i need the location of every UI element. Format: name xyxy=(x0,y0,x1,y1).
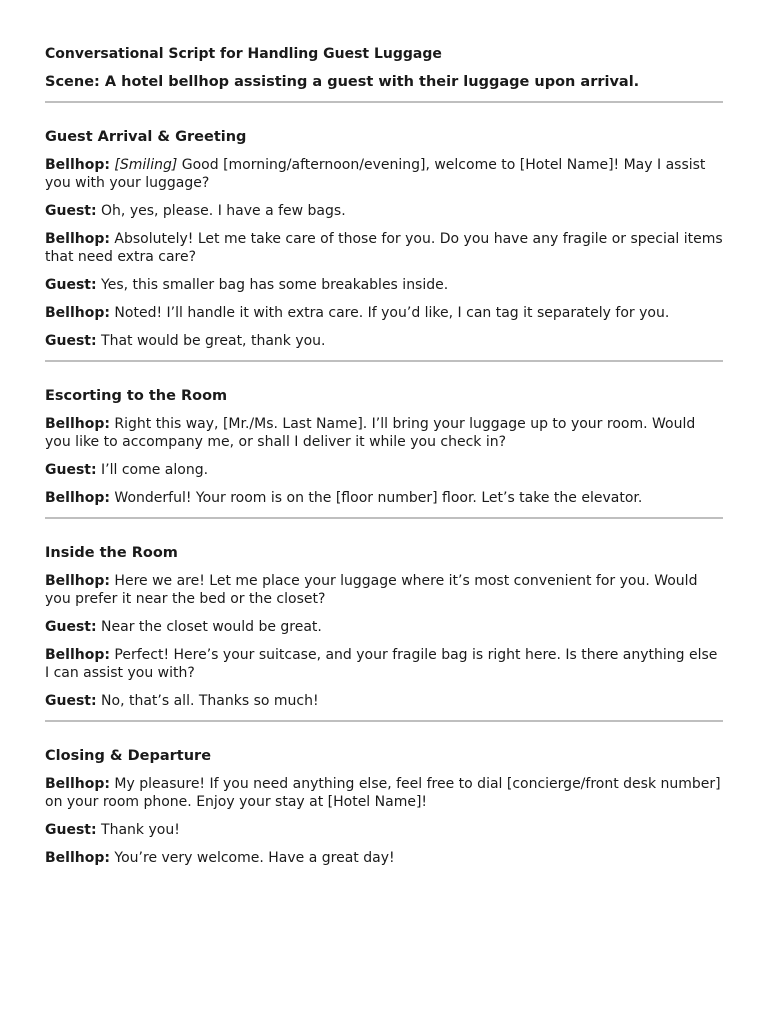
dialogue-line xyxy=(45,849,723,867)
dialogue-text: Noted! I’ll handle it with extra care. If you’d like, I can tag it separately for you. xyxy=(114,305,670,321)
dialogue-line xyxy=(45,618,723,636)
dialogue-text: Right this way, [Mr./Ms. Last Name]. I’ll bring your luggage up to your room. Would you like to accompany me, or shall I deliver it while you check in? xyxy=(45,416,696,450)
dialogue-line xyxy=(45,230,723,266)
divider xyxy=(45,101,723,103)
section-title: Closing & Departure xyxy=(45,748,212,764)
section-title: Inside the Room xyxy=(45,545,178,561)
speaker-label: Guest: xyxy=(45,333,97,349)
dialogue-text: That would be great, thank you. xyxy=(101,333,326,349)
scene-description: Scene: A hotel bellhop assisting a guest with their luggage upon arrival. xyxy=(45,74,640,90)
speaker-label: Bellhop: xyxy=(45,573,110,589)
divider xyxy=(45,517,723,519)
dialogue-line xyxy=(45,646,723,682)
document-title: Conversational Script for Handling Guest Luggage xyxy=(45,46,442,62)
dialogue-text: Thank you! xyxy=(101,822,180,838)
speaker-label: Bellhop: xyxy=(45,647,110,663)
speaker-label: Bellhop: xyxy=(45,231,110,247)
dialogue-line xyxy=(45,572,723,608)
speaker-label: Guest: xyxy=(45,462,97,478)
script-section xyxy=(45,747,723,867)
speaker-label: Guest: xyxy=(45,693,97,709)
section-title: Guest Arrival & Greeting xyxy=(45,129,247,145)
dialogue-line xyxy=(45,461,723,479)
script-section xyxy=(45,387,723,507)
stage-direction: [Smiling] xyxy=(114,157,178,173)
dialogue-text: You’re very welcome. Have a great day! xyxy=(114,850,395,866)
speaker-label: Guest: xyxy=(45,822,97,838)
dialogue-line xyxy=(45,276,723,294)
dialogue-text: Wonderful! Your room is on the [floor number] floor. Let’s take the elevator. xyxy=(114,490,643,506)
speaker-label: Guest: xyxy=(45,203,97,219)
dialogue-line xyxy=(45,332,723,350)
speaker-label: Bellhop: xyxy=(45,776,110,792)
dialogue-line xyxy=(45,489,723,507)
dialogue-text: Here we are! Let me place your luggage where it’s most convenient for you. Would you prefer it near the bed or the closet? xyxy=(45,573,698,607)
dialogue-text: Yes, this smaller bag has some breakables inside. xyxy=(101,277,449,293)
speaker-label: Bellhop: xyxy=(45,305,110,321)
dialogue-line xyxy=(45,692,723,710)
dialogue-line xyxy=(45,202,723,220)
script-section xyxy=(45,128,723,350)
script-sections xyxy=(45,128,723,867)
dialogue-line xyxy=(45,156,723,192)
dialogue-text: Oh, yes, please. I have a few bags. xyxy=(101,203,346,219)
speaker-label: Guest: xyxy=(45,277,97,293)
speaker-label: Bellhop: xyxy=(45,850,110,866)
divider xyxy=(45,720,723,722)
dialogue-line xyxy=(45,775,723,811)
dialogue-line xyxy=(45,415,723,451)
dialogue-text: Absolutely! Let me take care of those for you. Do you have any fragile or special items that need extra care? xyxy=(45,231,723,265)
section-title: Escorting to the Room xyxy=(45,388,228,404)
speaker-label: Bellhop: xyxy=(45,157,110,173)
script-section xyxy=(45,544,723,710)
speaker-label: Bellhop: xyxy=(45,490,110,506)
dialogue-line xyxy=(45,304,723,322)
divider xyxy=(45,360,723,362)
speaker-label: Guest: xyxy=(45,619,97,635)
dialogue-text: No, that’s all. Thanks so much! xyxy=(101,693,319,709)
dialogue-text: Good [morning/afternoon/evening], welcome to [Hotel Name]! May I assist you with your luggage? xyxy=(45,157,706,191)
dialogue-text: Perfect! Here’s your suitcase, and your fragile bag is right here. Is there anything else I can assist you with? xyxy=(45,647,718,681)
dialogue-text: Near the closet would be great. xyxy=(101,619,322,635)
dialogue-text: I’ll come along. xyxy=(101,462,209,478)
speaker-label: Bellhop: xyxy=(45,416,110,432)
dialogue-line xyxy=(45,821,723,839)
dialogue-text: My pleasure! If you need anything else, feel free to dial [concierge/front desk number] on your room phone. Enjoy your stay at [Hotel Name]! xyxy=(45,776,721,810)
